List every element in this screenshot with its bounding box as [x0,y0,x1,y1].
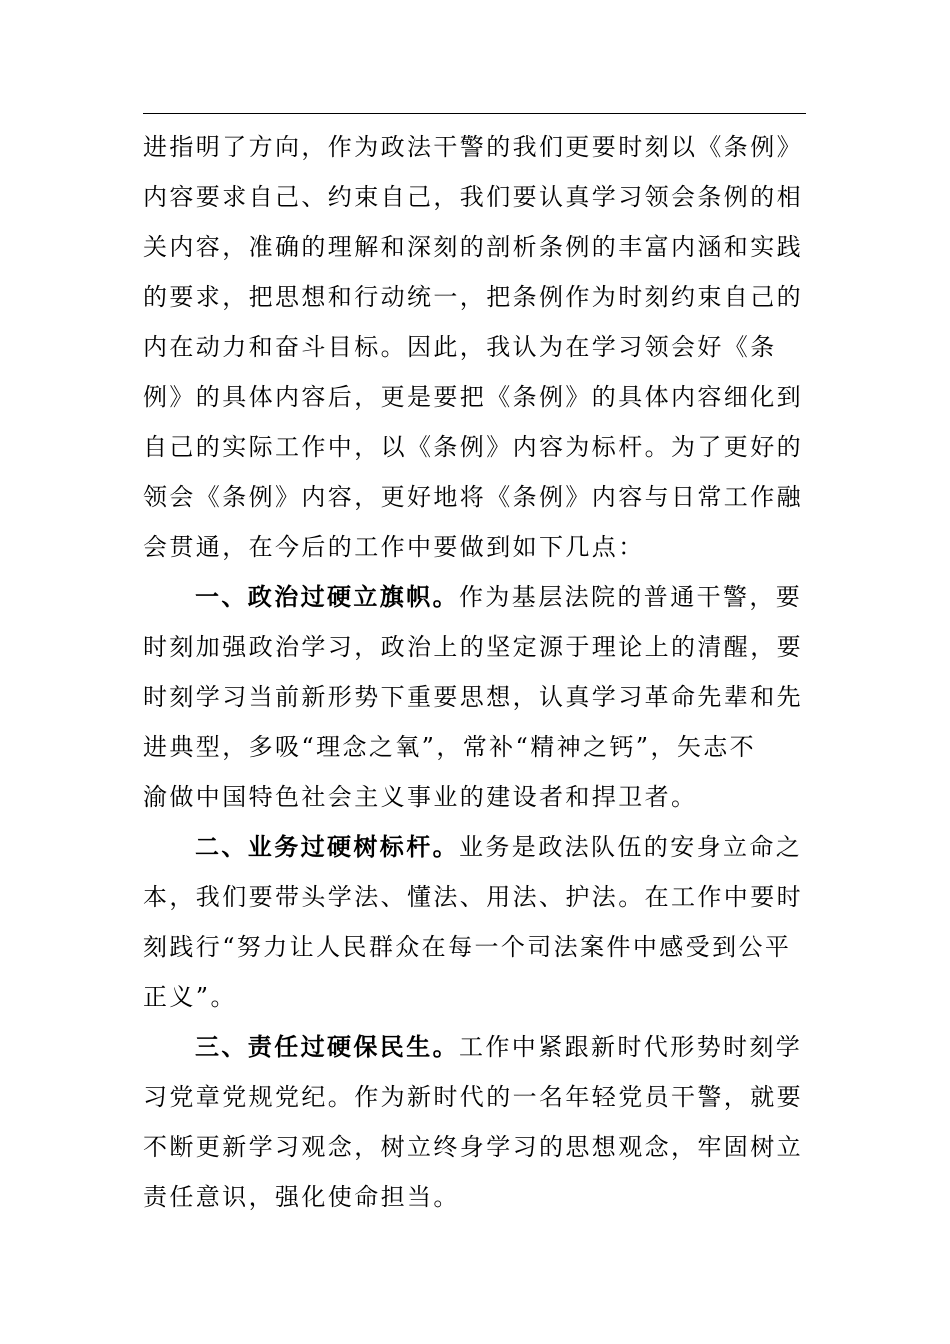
intro-line: 的要求，把思想和行动统一，把条例作为时刻约束自己的 [143,283,803,311]
point-3-first-text: 工作中紧跟新时代形势时刻学 [459,1033,803,1061]
point-2-first-text: 业务是政法队伍的安身立命之 [459,833,803,861]
intro-line: 领会《条例》内容，更好地将《条例》内容与日常工作融 [143,483,803,511]
point-2-first-line [143,822,806,872]
point-1-heading: 一、政治过硬立旗帜。 [195,583,459,611]
header-rule [143,113,806,114]
point-3-line: 习党章党规党纪。作为新时代的一名年轻党员干警，就要 [143,1083,803,1111]
point-2-line: 刻践行“努力让人民群众在每一个司法案件中感受到公平 [143,933,792,961]
intro-line: 会贯通，在今后的工作中要做到如下几点： [143,533,645,561]
point-1-line: 时刻学习当前新形势下重要思想，认真学习革命先辈和先 [143,683,803,711]
intro-line: 进指明了方向，作为政法干警的我们更要时刻以《条例》 [143,133,803,161]
point-2-line: 正义”。 [143,983,237,1011]
point-3-heading: 三、责任过硬保民生。 [195,1033,459,1061]
point-1-first-text: 作为基层法院的普通干警，要 [459,583,803,611]
document-body [143,122,806,1222]
intro-line: 例》的具体内容后，更是要把《条例》的具体内容细化到 [143,383,803,411]
intro-line: 关内容，准确的理解和深刻的剖析条例的丰富内涵和实践 [143,233,803,261]
point-1-line: 进典型，多吸“理念之氧”，常补“精神之钙”，矢志不 [143,733,757,761]
point-3-first-line [143,1022,806,1072]
point-2-heading: 二、业务过硬树标杆。 [195,833,459,861]
intro-line: 内在动力和奋斗目标。因此，我认为在学习领会好《条 [143,333,777,361]
point-3-line: 责任意识，强化使命担当。 [143,1183,460,1211]
point-1-line: 时刻加强政治学习，政治上的坚定源于理论上的清醒，要 [143,633,803,661]
point-3-line: 不断更新学习观念，树立终身学习的思想观念，牢固树立 [143,1133,803,1161]
point-1-first-line [143,572,806,622]
point-1-line: 渝做中国特色社会主义事业的建设者和捍卫者。 [143,783,698,811]
intro-line: 自己的实际工作中，以《条例》内容为标杆。为了更好的 [143,433,803,461]
intro-line: 内容要求自己、约束自己，我们要认真学习领会条例的相 [143,183,803,211]
point-2-line: 本，我们要带头学法、懂法、用法、护法。在工作中要时 [143,883,803,911]
